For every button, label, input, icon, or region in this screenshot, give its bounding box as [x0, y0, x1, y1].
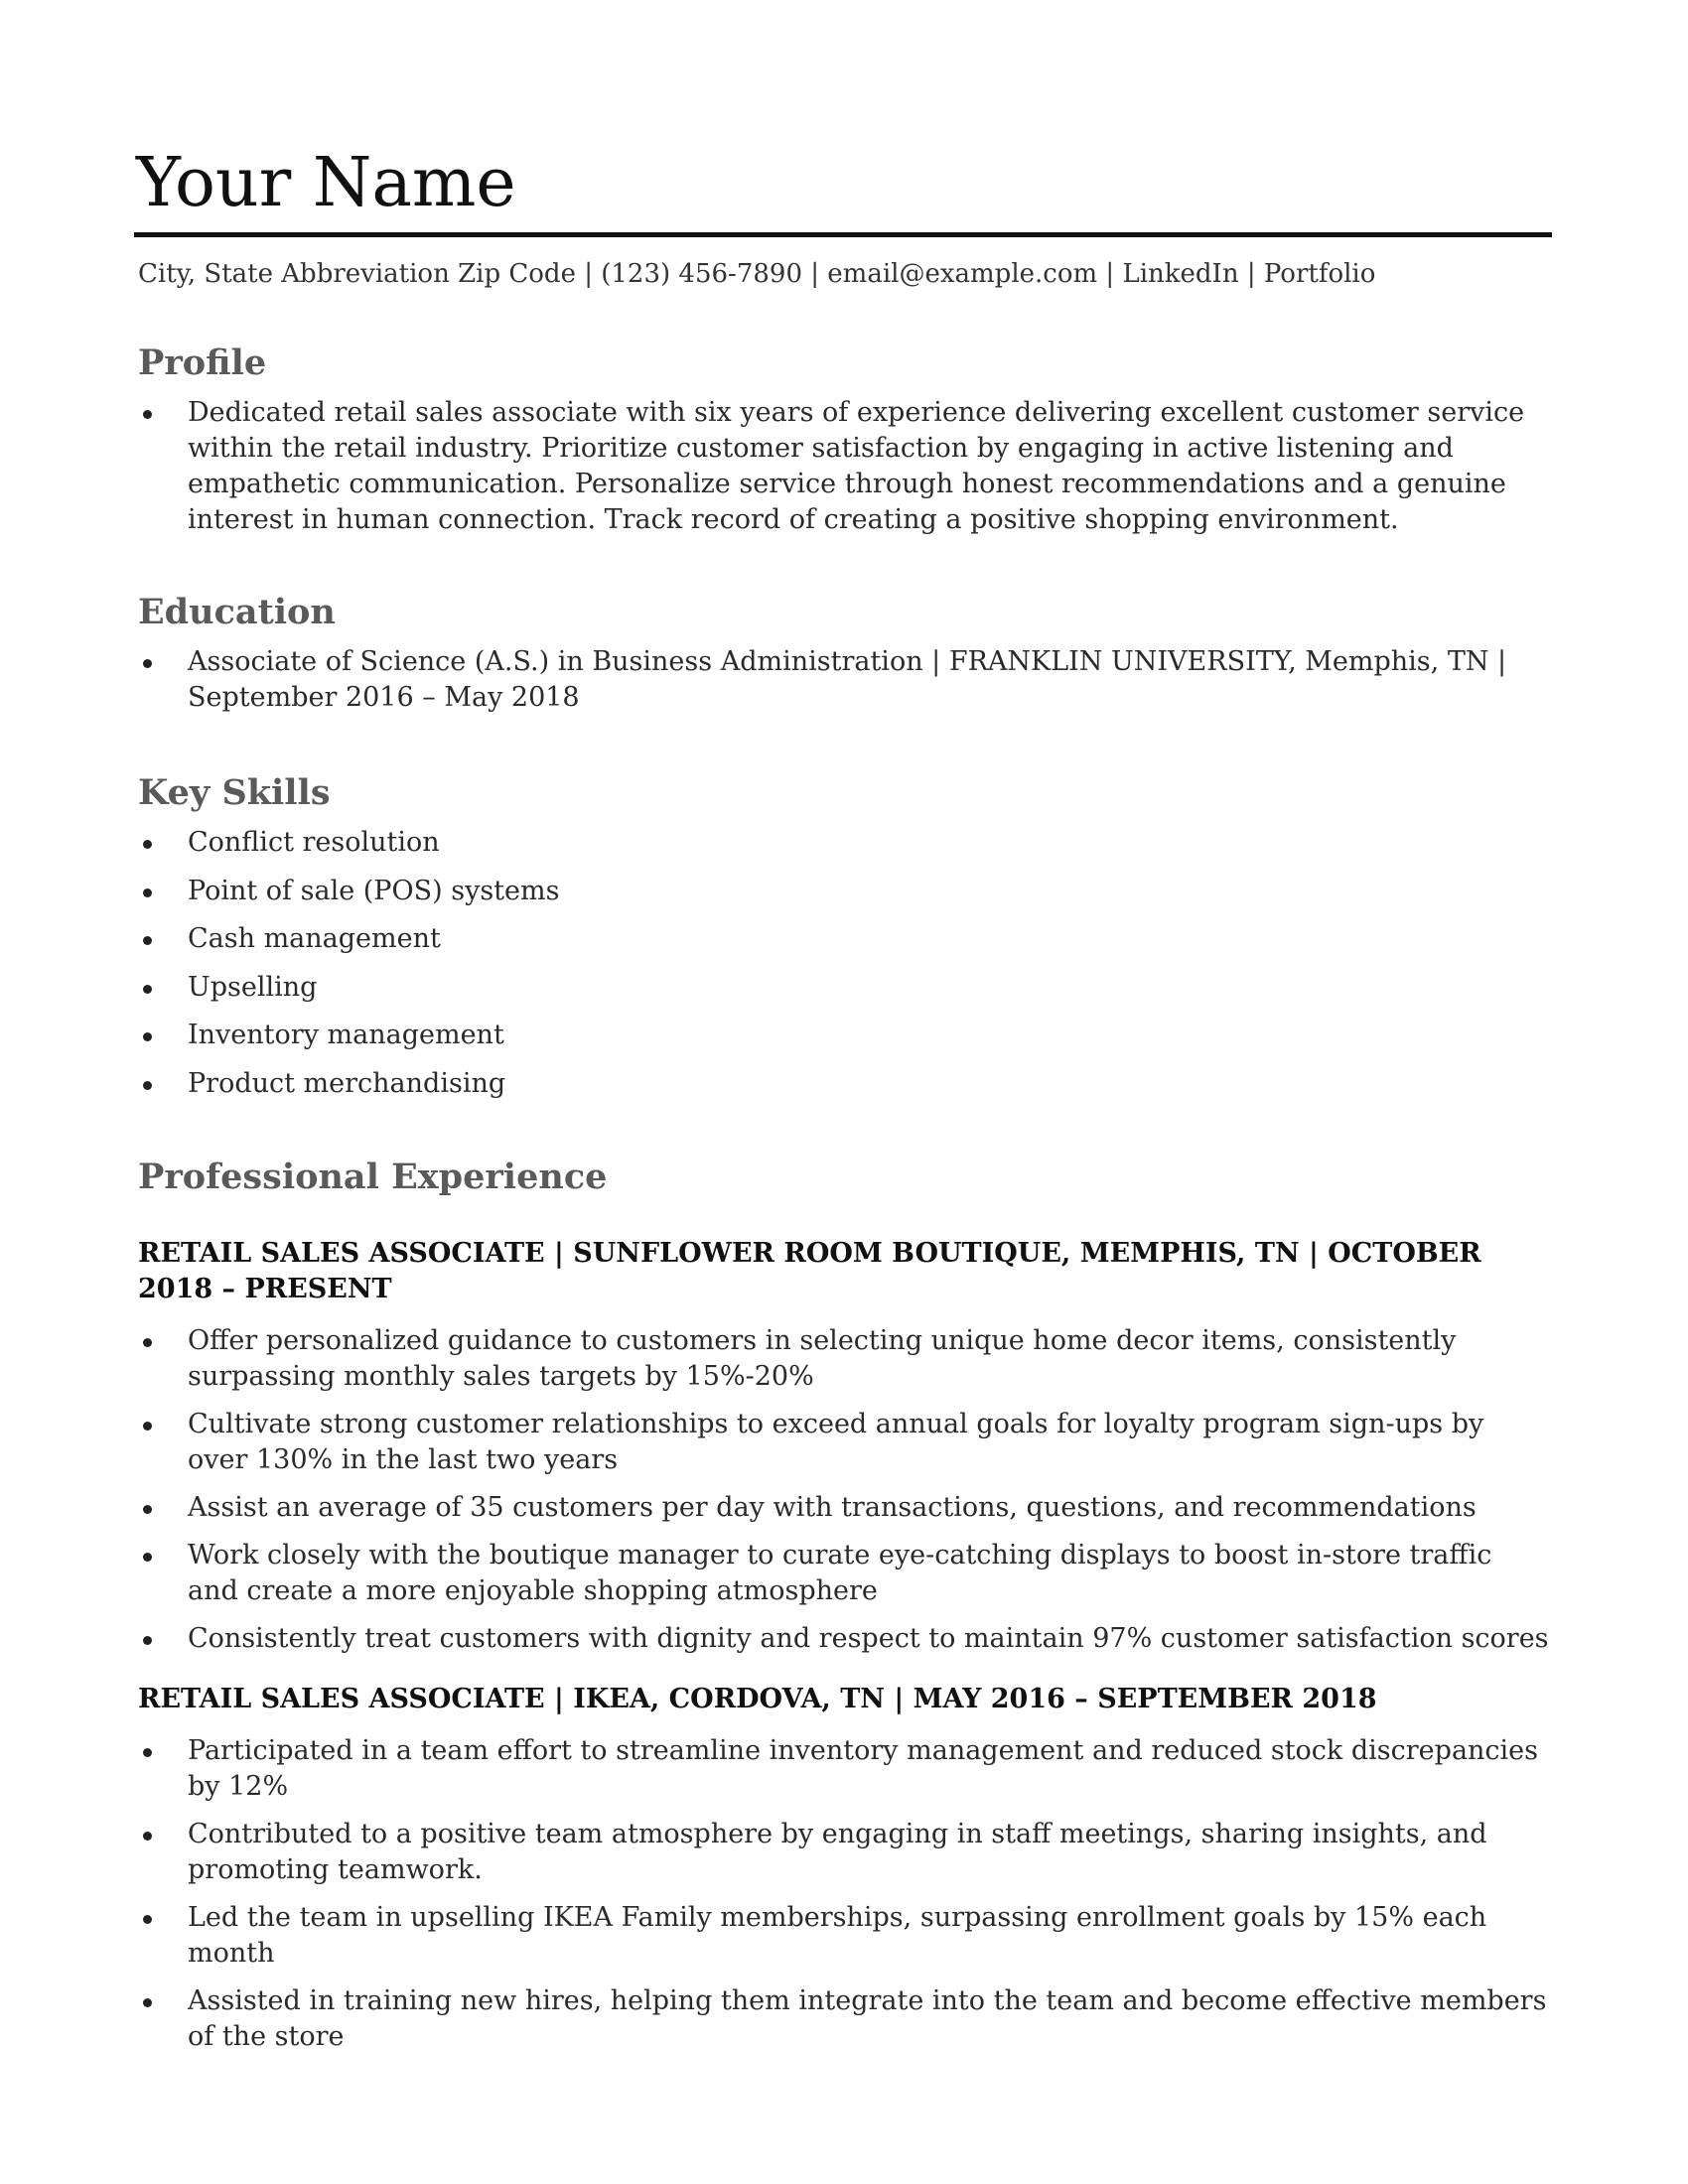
job-bullet-text: Assist an average of 35 customers per day with transactions, questions, and recommendations	[188, 1492, 1477, 1523]
job-bullet-text: Contributed to a positive team atmosphere by engaging in staff meetings, sharing insights, and promoting teamwork.	[188, 1819, 1487, 1885]
bullet-icon	[143, 1636, 152, 1645]
bullet-icon	[143, 1081, 152, 1090]
skills-list	[136, 825, 1550, 1114]
job-title-sunflower: RETAIL SALES ASSOCIATE | SUNFLOWER ROOM BOUTIQUE, MEMPHIS, TN | OCTOBER 2018 – PRESENT	[138, 1238, 1481, 1304]
education-list	[136, 644, 1550, 716]
bullet-icon	[143, 1505, 152, 1514]
bullet-icon	[143, 1748, 152, 1757]
section-title-skills: Key Skills	[138, 772, 331, 813]
bullet-icon	[143, 659, 152, 668]
bullet-icon	[143, 1832, 152, 1841]
job-bullet-text: Consistently treat customers with dignity and respect to maintain 97% customer satisfaction scores	[188, 1623, 1549, 1654]
skill-item-text: Inventory management	[188, 1020, 504, 1050]
job-sunflower-list	[136, 1323, 1550, 1669]
skill-item-text: Cash management	[188, 923, 441, 954]
profile-list	[136, 395, 1550, 538]
education-item-text: Associate of Science (A.S.) in Business Administration | FRANKLIN UNIVERSITY, Memphis, TN | September 2016 – May 2018	[188, 646, 1507, 713]
contact-line: City, State Abbreviation Zip Code | (123) 456-7890 | email@example.com | LinkedIn | Portfolio	[138, 259, 1376, 289]
bullet-icon	[143, 1032, 152, 1041]
skill-item	[136, 970, 1550, 1006]
skill-item-text: Conflict resolution	[188, 827, 440, 858]
job-title-ikea: RETAIL SALES ASSOCIATE | IKEA, CORDOVA, TN | MAY 2016 – SEPTEMBER 2018	[138, 1684, 1377, 1714]
job-bullet	[136, 1733, 1550, 1805]
bullet-icon	[143, 1553, 152, 1562]
skill-item	[136, 1066, 1550, 1102]
bullet-icon	[143, 1338, 152, 1347]
job-bullet	[136, 1900, 1550, 1972]
bullet-icon	[143, 1915, 152, 1924]
section-title-profile: Profile	[138, 342, 267, 383]
profile-item	[136, 395, 1550, 538]
skill-item	[136, 1018, 1550, 1053]
section-title-experience: Professional Experience	[138, 1157, 608, 1197]
bullet-icon	[143, 1422, 152, 1431]
skill-item	[136, 921, 1550, 957]
job-bullet-text: Assisted in training new hires, helping them integrate into the team and become effective members of the store	[188, 1985, 1547, 2052]
section-title-education: Education	[138, 592, 336, 632]
bullet-icon	[143, 936, 152, 945]
job-bullet	[136, 1621, 1550, 1657]
skill-item-text: Point of sale (POS) systems	[188, 875, 560, 906]
job-bullet	[136, 1490, 1550, 1526]
bullet-icon	[143, 985, 152, 994]
job-bullet-text: Work closely with the boutique manager to curate eye-catching displays to boost in-store traffic and create a more enjoyable shopping atmosphere	[188, 1540, 1492, 1606]
job-bullet-text: Participated in a team effort to streamline inventory management and reduced stock discrepancies by 12%	[188, 1735, 1539, 1802]
bullet-icon	[143, 410, 152, 419]
job-bullet	[136, 1817, 1550, 1888]
job-bullet-text: Cultivate strong customer relationships to exceed annual goals for loyalty program sign-ups by over 130% in the last two years	[188, 1409, 1484, 1475]
header-divider	[134, 232, 1552, 237]
job-ikea-list	[136, 1733, 1550, 2067]
profile-item-text: Dedicated retail sales associate with six years of experience delivering excellent customer service within the retail industry. Prioritize customer satisfaction by engaging in active listening and empathetic communication. Personalize service through honest recommendations and a genuine interest in human connection. Track record of creating a positive shopping environment.	[188, 397, 1525, 535]
skill-item	[136, 825, 1550, 861]
job-bullet-text: Led the team in upselling IKEA Family memberships, surpassing enrollment goals by 15% each month	[188, 1902, 1487, 1969]
job-bullet	[136, 1538, 1550, 1609]
bullet-icon	[143, 888, 152, 897]
bullet-icon	[143, 1998, 152, 2007]
job-bullet-text: Offer personalized guidance to customers in selecting unique home decor items, consistently surpassing monthly sales targets by 15%-20%	[188, 1325, 1457, 1392]
skill-item-text: Upselling	[188, 971, 318, 1003]
job-bullet	[136, 1407, 1550, 1478]
job-bullet	[136, 1323, 1550, 1395]
skill-item	[136, 874, 1550, 909]
candidate-name: Your Name	[136, 144, 516, 222]
job-bullet	[136, 1983, 1550, 2055]
bullet-icon	[143, 840, 152, 849]
education-item	[136, 644, 1550, 716]
skill-item-text: Product merchandising	[188, 1067, 506, 1099]
